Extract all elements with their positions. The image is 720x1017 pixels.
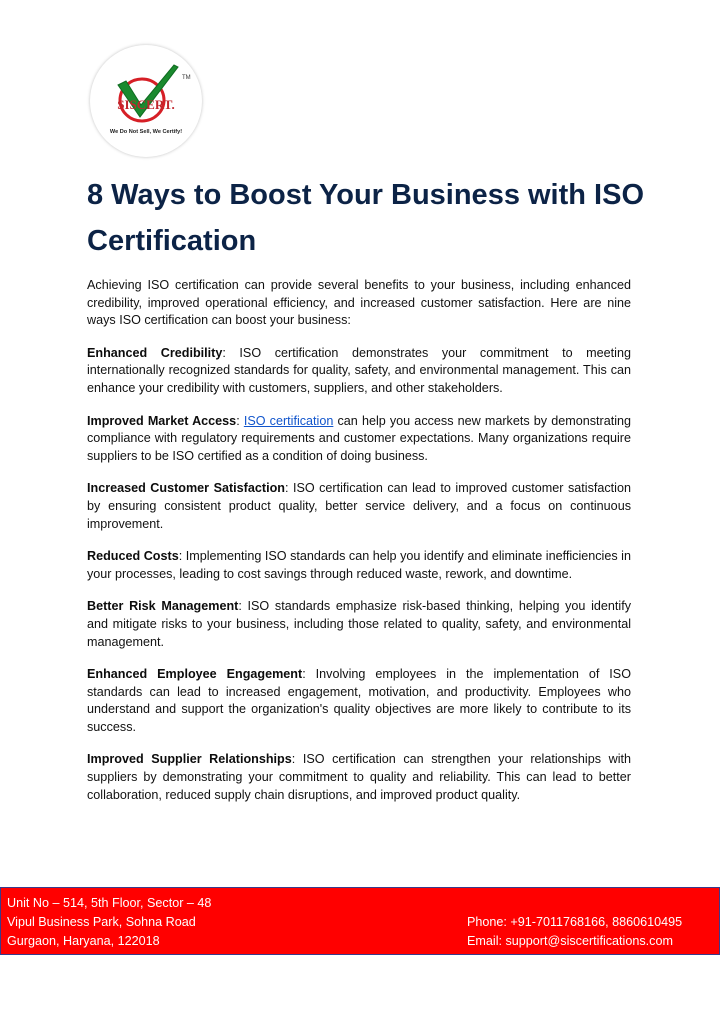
footer-email: Email: support@siscertifications.com <box>467 934 673 948</box>
section-text: : Involving employees in the implementation of ISO standards can lead to increased engagement, motivation, and productivity. Employees who understand and support the organization's quality objectives are more likely to contribute to its success. <box>87 667 631 734</box>
iso-certification-link[interactable]: ISO certification <box>243 413 334 428</box>
section-text: : ISO certification can lead to improved customer satisfaction by ensuring consistent product quality, better service delivery, and a focus on continuous improvement. <box>87 481 631 531</box>
section-text: : Implementing ISO standards can help you identify and eliminate inefficiencies in your processes, leading to cost savings through reduced waste, rework, and downtime. <box>87 549 631 581</box>
section-heading: Enhanced Employee Engagement <box>87 667 303 682</box>
section-text: : ISO certification demonstrates your commitment to meeting internationally recognized standards for quality, safety, and environmental management. This can enhance your credibility with customers, suppliers, and other stakeholders. <box>87 345 631 395</box>
section-enhanced-employee-engagement <box>87 666 631 736</box>
siscert-logo <box>90 45 202 157</box>
footer-contact <box>467 913 682 951</box>
section-heading: Improved Market Access <box>87 413 237 428</box>
section-text: can help you access new markets by demonstrating compliance with regulatory requirements and customer expectations. Many organizations require suppliers to be ISO certified as a condition of doing business. <box>87 413 632 463</box>
contact-footer <box>0 887 720 955</box>
page-title: 8 Ways to Boost Your Business with ISO Certification <box>87 179 645 257</box>
section-increased-customer-satisfaction <box>87 480 631 533</box>
section-heading: Enhanced Credibility <box>87 345 223 360</box>
address-line-1: Unit No – 514, 5th Floor, Sector – 48 <box>7 896 212 910</box>
address-line-2: Vipul Business Park, Sohna Road <box>7 915 196 929</box>
section-heading: Increased Customer Satisfaction <box>87 481 285 496</box>
section-heading: Improved Supplier Relationships <box>87 752 292 767</box>
section-heading: Better Risk Management <box>87 599 239 614</box>
address-line-3: Gurgaon, Haryana, 122018 <box>7 934 160 948</box>
section-text-prefix: : <box>236 413 244 428</box>
trademark-mark: TM <box>182 75 191 81</box>
section-reduced-costs <box>87 548 631 583</box>
section-text: : ISO certification can strengthen your relationships with suppliers by demonstrating your commitment to quality and reliability. This can lead to better collaboration, reduced supply chain disruptions, and improved product quality. <box>87 752 631 802</box>
section-enhanced-credibility <box>87 345 631 398</box>
logo-tagline: We Do Not Sell, We Certify! <box>109 129 183 135</box>
footer-address <box>7 894 211 951</box>
intro-paragraph: Achieving ISO certification can provide several benefits to your business, including enhanced credibility, improved operational efficiency, and increased customer satisfaction. Here are nine ways ISO certification can boost your business: <box>87 278 631 328</box>
section-better-risk-management <box>87 598 631 651</box>
section-improved-supplier-relationships <box>87 751 631 804</box>
siscert-logo-icon <box>90 45 202 157</box>
article-body <box>87 277 631 819</box>
footer-phone: Phone: +91-7011768166, 8860610495 <box>467 915 683 929</box>
section-heading: Reduced Costs <box>87 549 179 564</box>
section-improved-market-access <box>87 413 631 466</box>
section-text: : ISO standards emphasize risk-based thinking, helping you identify and mitigate risks to your business, including those related to quality, safety, and environmental management. <box>87 599 632 649</box>
logo-brand-name: SISCERT. <box>117 97 175 112</box>
